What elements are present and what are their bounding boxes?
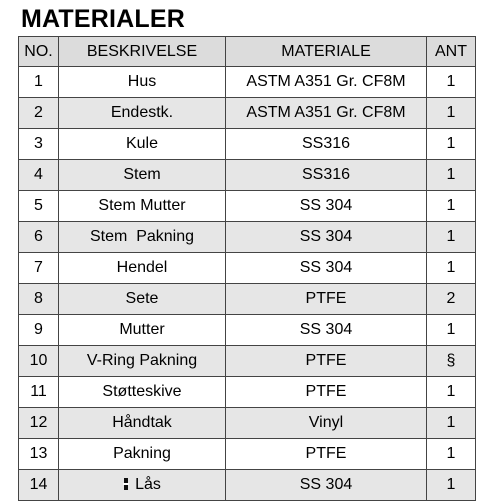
cell-material: Vinyl [226, 408, 427, 439]
cell-material: PTFE [226, 346, 427, 377]
cell-description: Stem Mutter [59, 191, 226, 222]
cell-quantity: 1 [427, 377, 476, 408]
cell-quantity: 1 [427, 98, 476, 129]
page-title: MATERIALER [21, 5, 186, 33]
cell-no: 6 [19, 222, 59, 253]
cell-quantity: 1 [427, 315, 476, 346]
cell-quantity: 1 [427, 191, 476, 222]
cell-description: Støtteskive [59, 377, 226, 408]
column-header-material: MATERIALE [226, 37, 427, 67]
cell-description: V-Ring Pakning [59, 346, 226, 377]
cell-quantity: 1 [427, 408, 476, 439]
cell-quantity: 1 [427, 160, 476, 191]
table-row [19, 160, 476, 191]
cell-material: SS 304 [226, 470, 427, 501]
cell-material: SS 304 [226, 315, 427, 346]
cell-material: SS 304 [226, 253, 427, 284]
cell-no: 14 [19, 470, 59, 501]
table-row [19, 222, 476, 253]
cell-quantity: 1 [427, 222, 476, 253]
materials-table [18, 36, 476, 501]
table-header-row [19, 37, 476, 67]
table-row [19, 129, 476, 160]
cell-no: 12 [19, 408, 59, 439]
cell-no: 5 [19, 191, 59, 222]
column-header-no: NO. [19, 37, 59, 67]
cell-quantity: 1 [427, 67, 476, 98]
cell-description: Pakning [59, 439, 226, 470]
cell-no: 9 [19, 315, 59, 346]
cell-description: Kule [59, 129, 226, 160]
cell-quantity: 1 [427, 439, 476, 470]
table-row [19, 346, 476, 377]
cell-material: SS316 [226, 160, 427, 191]
table-row [19, 408, 476, 439]
cell-no: 2 [19, 98, 59, 129]
cell-quantity: 2 [427, 284, 476, 315]
cell-no: 10 [19, 346, 59, 377]
cell-description: Lås [135, 476, 161, 493]
cell-material: ASTM A351 Gr. CF8M [226, 67, 427, 98]
cell-material: ASTM A351 Gr. CF8M [226, 98, 427, 129]
cell-material: SS 304 [226, 222, 427, 253]
cell-material: PTFE [226, 439, 427, 470]
cell-description: Mutter [59, 315, 226, 346]
cell-no: 3 [19, 129, 59, 160]
column-header-quantity: ANT [427, 37, 476, 67]
table-row [19, 377, 476, 408]
cell-description: Håndtak [59, 408, 226, 439]
lock-icon [123, 478, 129, 490]
cell-no: 13 [19, 439, 59, 470]
cell-no: 7 [19, 253, 59, 284]
cell-description: Stem [59, 160, 226, 191]
cell-no: 11 [19, 377, 59, 408]
cell-description-with-icon [59, 470, 226, 501]
description-with-icon [123, 476, 161, 494]
cell-material: SS 304 [226, 191, 427, 222]
table-row [19, 315, 476, 346]
cell-material: PTFE [226, 377, 427, 408]
cell-no: 4 [19, 160, 59, 191]
cell-quantity: § [427, 346, 476, 377]
cell-no: 8 [19, 284, 59, 315]
cell-material: SS316 [226, 129, 427, 160]
table-row [19, 67, 476, 98]
table-row [19, 439, 476, 470]
cell-quantity: 1 [427, 470, 476, 501]
table-row [19, 284, 476, 315]
cell-material: PTFE [226, 284, 427, 315]
table-row [19, 98, 476, 129]
table-row [19, 470, 476, 501]
cell-description: Hendel [59, 253, 226, 284]
cell-description: Endestk. [59, 98, 226, 129]
cell-description: Stem Pakning [59, 222, 226, 253]
cell-quantity: 1 [427, 253, 476, 284]
cell-no: 1 [19, 67, 59, 98]
column-header-description: BESKRIVELSE [59, 37, 226, 67]
table-row [19, 253, 476, 284]
cell-description: Sete [59, 284, 226, 315]
cell-quantity: 1 [427, 129, 476, 160]
table-row [19, 191, 476, 222]
cell-description: Hus [59, 67, 226, 98]
